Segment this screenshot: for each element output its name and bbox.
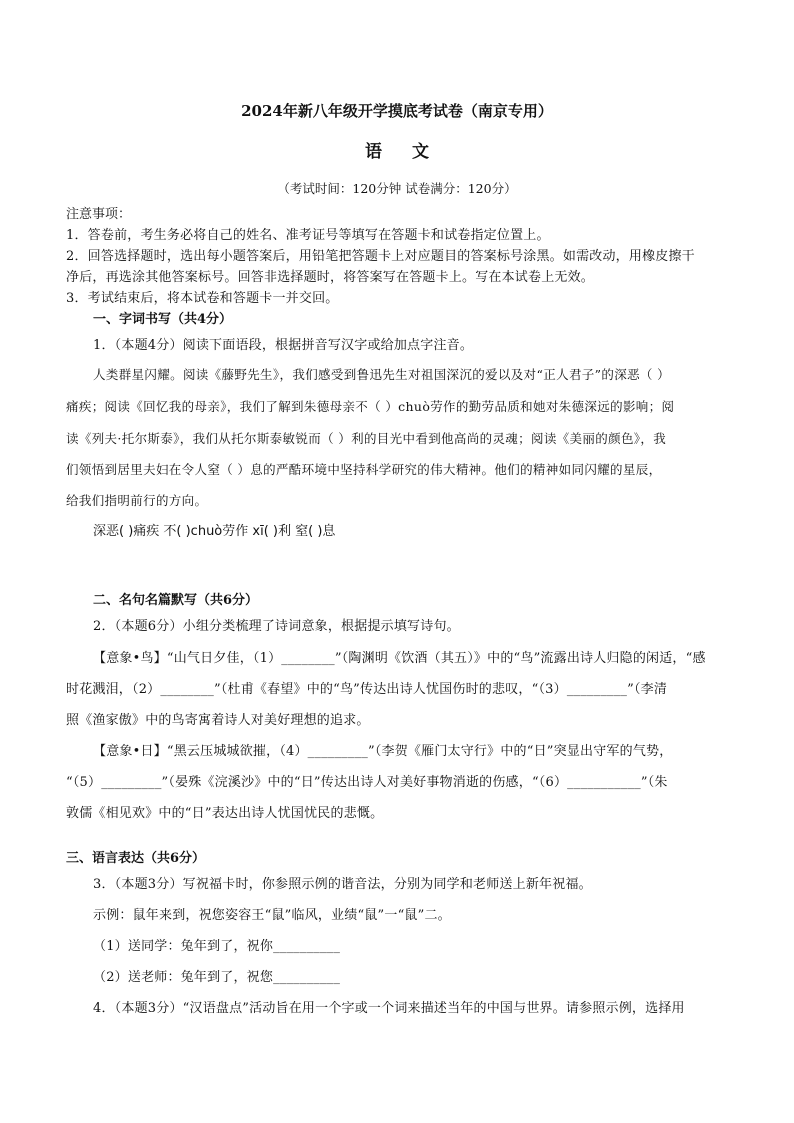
- example-line: 示例：鼠年来到，祝您姿容王“鼠”临风，业绩“鼠”一“鼠”二。: [93, 908, 451, 923]
- notice-line: 净后，再选涂其他答案标号。回答非选择题时，将答案写在答题卡上。写在本试卷上无效。: [66, 270, 595, 285]
- exam-meta: （考试时间：120分钟 试卷满分：120分）: [277, 181, 517, 196]
- question-1: 1．（本题4分）阅读下面语段，根据拼音写汉字或给加点字注音。: [93, 338, 474, 353]
- passage-line: 读《列夫·托尔斯泰》，我们从托尔斯泰敏锐而（ ）利的目光中看到他高尚的灵魂；阅读《美丽的颜色》，我: [66, 431, 667, 446]
- question-2: 2．（本题6分）小组分类梳理了诗词意象，根据提示填写诗句。: [93, 619, 460, 634]
- poetry-line: 【意象•鸟】“山气日夕佳，（1）________”（陶渊明《饮酒（其五）》中的“鸟”流露出诗人归隐的闲适，“感: [93, 651, 706, 666]
- poetry-line: “（5）_________”（晏殊《浣溪沙》中的“日”传达出诗人对美好事物消逝的伤感，“（6）___________”（朱: [66, 775, 668, 790]
- answer-item: （1）送同学：兔年到了，祝你__________: [93, 939, 341, 954]
- exam-title: 2024年新八年级开学摸底考试卷（南京专用）: [241, 102, 553, 120]
- poetry-line: 时花溅泪，（2）________”（杜甫《春望》中的“鸟”传达出诗人忧国伤时的悲叹，“（3）_________”（李清: [66, 682, 668, 697]
- notice-line: 2．回答选择题时，选出每小题答案后，用铅笔把答题卡上对应题目的答案标号涂黑。如需改动，用橡皮擦干: [66, 249, 695, 264]
- passage-line: 痛疾；阅读《回忆我的母亲》，我们了解到朱德母亲不（ ）chuò劳作的勤劳品质和她对朱德深远的影响；阅: [66, 399, 675, 414]
- notice-heading: 注意事项：: [66, 207, 132, 222]
- poetry-line: 照《渔家傲》中的鸟寄寓着诗人对美好理想的追求。: [66, 713, 370, 728]
- poetry-line: 敦儒《相见欢》中的“日”表达出诗人忧国忧民的悲慨。: [66, 806, 384, 821]
- passage-line: 给我们指明前行的方向。: [66, 493, 208, 508]
- section-heading: 二、名句名篇默写（共6分）: [93, 593, 259, 608]
- poetry-line: 【意象•日】“黑云压城城欲摧，（4）_________”（李贺《雁门太守行》中的“日”突显出守军的气势，: [93, 744, 673, 759]
- passage-line: 人类群星闪耀。阅读《藤野先生》，我们感受到鲁迅先生对祖国深沉的爱以及对“正人君子”的深恶（ ）: [93, 367, 670, 382]
- notice-line: 1．答卷前，考生务必将自己的姓名、准考证号等填写在答题卡和试卷指定位置上。: [66, 228, 550, 243]
- answer-line: 深恶( )痛疾 不( )chuò劳作 xī( )利 窒( )息: [93, 524, 336, 539]
- notice-line: 3．考试结束后，将本试卷和答题卡一并交回。: [66, 291, 339, 306]
- question-4: 4．（本题3分）“汉语盘点”活动旨在用一个字或一个词来描述当年的中国与世界。请参照示例，选择用: [93, 1001, 685, 1016]
- section-heading: 三、语言表达（共6分）: [66, 851, 206, 866]
- passage-line: 们领悟到居里夫妇在令人窒（ ）息的严酷环境中坚持科学研究的伟大精神。他们的精神如同闪耀的星辰，: [66, 462, 662, 477]
- answer-item: （2）送老师：兔年到了，祝您__________: [93, 970, 341, 985]
- section-heading: 一、字词书写（共4分）: [93, 312, 233, 327]
- subject-title: 语文: [365, 142, 459, 162]
- question-3: 3．（本题3分）写祝福卡时，你参照示例的谐音法，分别为同学和老师送上新年祝福。: [93, 877, 592, 892]
